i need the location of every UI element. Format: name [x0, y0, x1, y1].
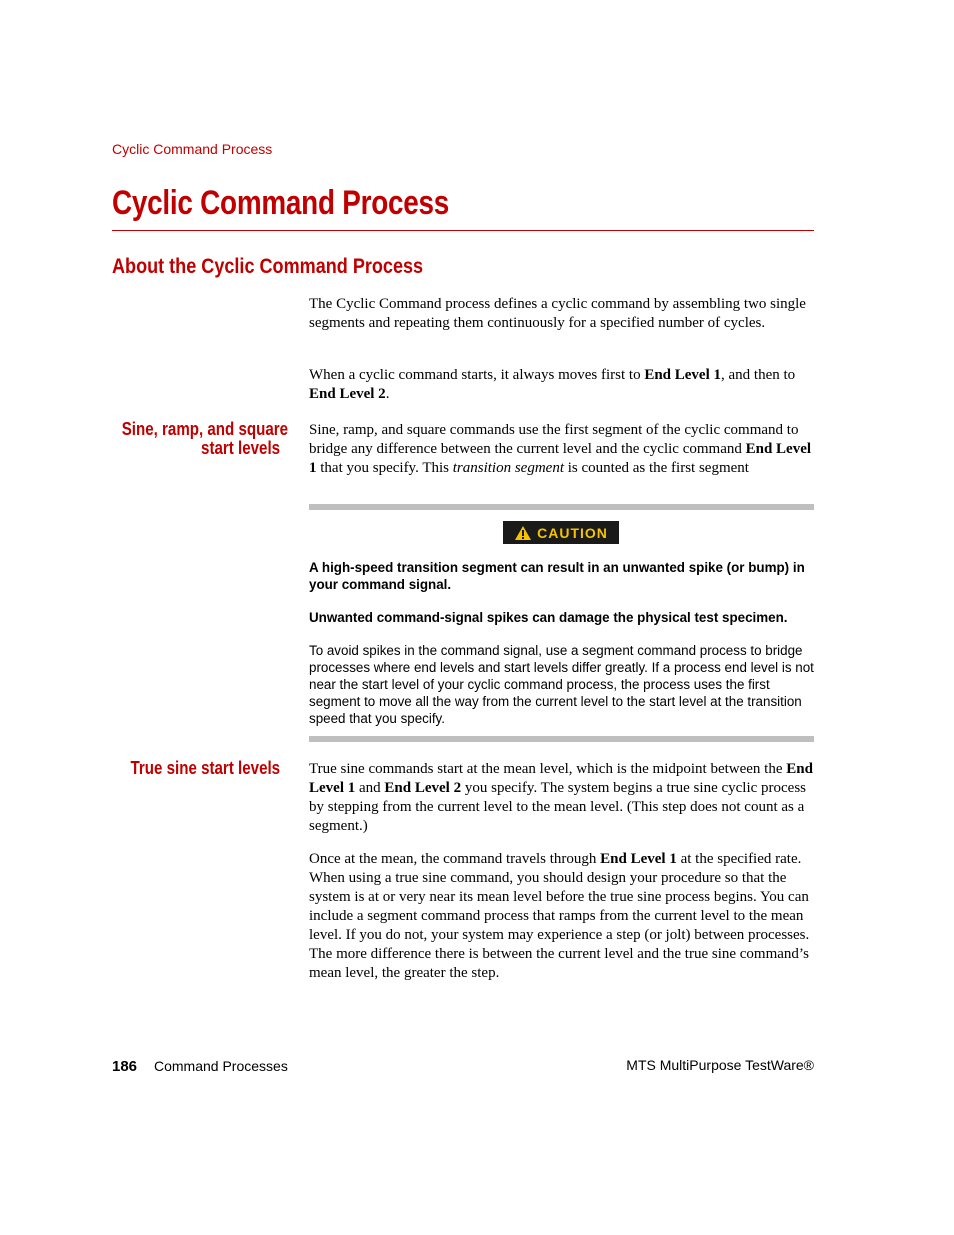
- breadcrumb: Cyclic Command Process: [112, 141, 273, 157]
- sine-ramp-paragraph: Sine, ramp, and square commands use the first segment of the cyclic command to bridge any difference between the current level and the cyclic command End Level 1 that you specify. This transition segment is counted as the first segment: [309, 422, 812, 476]
- intro-paragraph-1: The Cyclic Command process defines a cyclic command by assembling two single segments and repeating them continuously for a specified number of cycles.: [309, 296, 806, 331]
- title-rule: [112, 230, 814, 231]
- sine-ramp-heading: Sine, ramp, and square start levels: [121, 419, 289, 458]
- caution-body: To avoid spikes in the command signal, use a segment command process to bridge processes where end levels and start levels differ greatly. If a process end level is not near the start level of your cyclic command process, the process uses the first segment to move all the way from the current level to the start level at the transition speed that you specify.: [309, 643, 814, 726]
- footer-product: MTS MultiPurpose TestWare®: [626, 1057, 814, 1073]
- footer-page-number: 186: [112, 1058, 138, 1075]
- caution-bold-1: A high-speed transition segment can result in an unwanted spike (or bump) in your command signal.: [309, 560, 805, 592]
- caution-label: CAUTION: [537, 524, 608, 541]
- footer-section: Command Processes: [154, 1058, 288, 1074]
- page-title: Cyclic Command Process: [112, 184, 450, 222]
- caution-bold-2: Unwanted command-signal spikes can damage the physical test specimen.: [309, 610, 788, 625]
- warning-triangle-icon: [514, 525, 532, 541]
- caution-badge: [503, 521, 619, 544]
- caution-bottom-rule: [309, 736, 814, 742]
- true-sine-paragraph-1: True sine commands start at the mean level, which is the midpoint between the End Level 1 and End Level 2 you specify. The system begins a true sine cyclic process by stepping from the current level to the mean level. (This step does not count as a segment.): [309, 761, 813, 834]
- true-sine-paragraph-2: Once at the mean, the command travels through End Level 1 at the specified rate. When using a true sine command, you should design your procedure so that the system is at or very near its mean level before the true sine process begins. You can include a segment command process that ramps from the current level to the mean level. If you do not, your system may experience a step (or jolt) between processes. The more difference there is between the current level and the true sine command’s mean level, the greater the step.: [309, 851, 810, 981]
- caution-top-rule: [309, 504, 814, 510]
- intro-paragraph-2: When a cyclic command starts, it always moves first to End Level 1, and then to End Level 2.: [309, 367, 796, 402]
- section-heading: About the Cyclic Command Process: [112, 255, 424, 278]
- true-sine-heading: True sine start levels: [130, 758, 280, 778]
